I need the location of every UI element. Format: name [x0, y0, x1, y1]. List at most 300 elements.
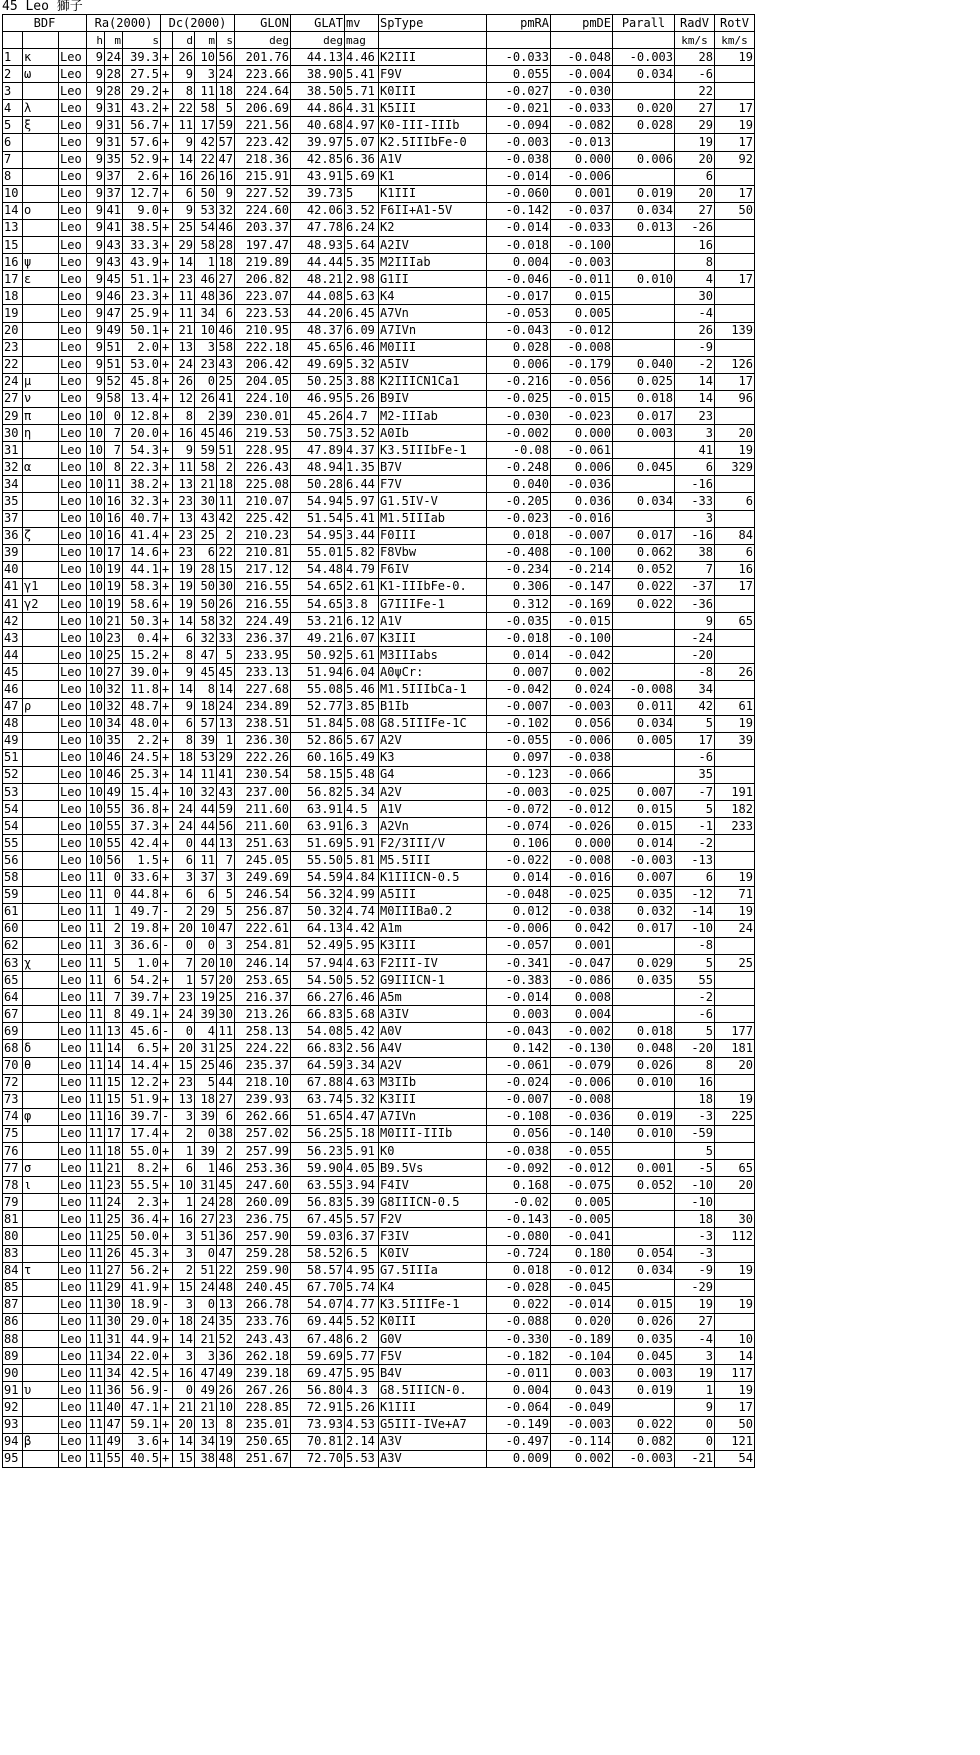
table-row: [3, 49, 755, 66]
cell-sptype: F2V: [379, 1211, 487, 1228]
cell-sptype: K1-IIIbFe-0.: [379, 578, 487, 595]
cell-rah: 10: [87, 527, 105, 544]
cell-parall: 0.018: [613, 390, 675, 407]
cell-ds: 27: [217, 271, 235, 288]
cell-glon: 197.47: [235, 237, 291, 254]
cell-bayer: α: [23, 459, 59, 476]
cell-ds: 9: [217, 185, 235, 202]
cell-ds: 26: [217, 1382, 235, 1399]
cell-dsign: +: [161, 852, 173, 869]
cell-con: Leo: [59, 561, 87, 578]
cell-ras: 36.6: [123, 937, 161, 954]
cell-pmde: -0.049: [551, 1399, 613, 1416]
table-row: [3, 1211, 755, 1228]
cell-rah: 10: [87, 407, 105, 424]
cell-dsign: +: [161, 134, 173, 151]
cell-mv: 4.7: [345, 407, 379, 424]
cell-con: Leo: [59, 66, 87, 83]
cell-pmde: -0.114: [551, 1433, 613, 1450]
cell-pmra: -0.007: [487, 698, 551, 715]
cell-bayer: [23, 185, 59, 202]
cell-dm: 44: [195, 835, 217, 852]
cell-ram: 0: [105, 407, 123, 424]
table-row: [3, 596, 755, 613]
cell-sptype: G0V: [379, 1331, 487, 1348]
cell-con: Leo: [59, 83, 87, 100]
cell-radv: -8: [675, 937, 715, 954]
cell-no: 27: [3, 390, 23, 407]
cell-mv: 5.97: [345, 493, 379, 510]
cell-dsign: +: [161, 1348, 173, 1365]
cell-dd: 3: [173, 1245, 195, 1262]
subheader-row: [3, 32, 755, 49]
cell-glon: 234.89: [235, 698, 291, 715]
cell-ras: 39.7: [123, 1108, 161, 1125]
cell-dm: 0: [195, 1245, 217, 1262]
cell-parall: [613, 1228, 675, 1245]
cell-con: Leo: [59, 1023, 87, 1040]
cell-glat: 56.23: [291, 1143, 345, 1160]
cell-rotv: 17: [715, 100, 755, 117]
cell-rah: 10: [87, 835, 105, 852]
cell-parall: 0.003: [613, 1365, 675, 1382]
cell-con: Leo: [59, 1382, 87, 1399]
cell-pmde: -0.169: [551, 596, 613, 613]
cell-radv: -8: [675, 664, 715, 681]
cell-dd: 9: [173, 66, 195, 83]
cell-radv: -14: [675, 903, 715, 920]
cell-rotv: 17: [715, 271, 755, 288]
cell-dd: 9: [173, 442, 195, 459]
cell-ras: 52.9: [123, 151, 161, 168]
cell-ds: 46: [217, 425, 235, 442]
cell-pmde: -0.016: [551, 869, 613, 886]
cell-glat: 54.95: [291, 527, 345, 544]
cell-bayer: θ: [23, 1057, 59, 1074]
cell-sptype: G8.5IIIFe-1C: [379, 715, 487, 732]
cell-ram: 28: [105, 83, 123, 100]
cell-glon: 219.89: [235, 254, 291, 271]
cell-ras: 48.7: [123, 698, 161, 715]
cell-rah: 11: [87, 1365, 105, 1382]
cell-radv: -29: [675, 1279, 715, 1296]
cell-con: Leo: [59, 1006, 87, 1023]
cell-pmde: -0.003: [551, 254, 613, 271]
cell-ras: 13.4: [123, 390, 161, 407]
cell-bayer: [23, 83, 59, 100]
cell-glat: 38.90: [291, 66, 345, 83]
cell-no: 3: [3, 83, 23, 100]
cell-no: 15: [3, 237, 23, 254]
cell-con: Leo: [59, 920, 87, 937]
cell-rah: 10: [87, 784, 105, 801]
cell-radv: 19: [675, 1365, 715, 1382]
cell-ds: 25: [217, 373, 235, 390]
cell-no: 59: [3, 886, 23, 903]
cell-dm: 2: [195, 407, 217, 424]
cell-mv: 6.5: [345, 1245, 379, 1262]
cell-bayer: ι: [23, 1177, 59, 1194]
cell-pmde: -0.079: [551, 1057, 613, 1074]
cell-parall: [613, 134, 675, 151]
cell-ds: 14: [217, 681, 235, 698]
table-row: [3, 681, 755, 698]
cell-ram: 49: [105, 322, 123, 339]
cell-parall: 0.017: [613, 527, 675, 544]
cell-parall: [613, 442, 675, 459]
cell-glon: 249.69: [235, 869, 291, 886]
cell-pmra: -0.088: [487, 1313, 551, 1330]
cell-dm: 39: [195, 1006, 217, 1023]
cell-sptype: K1III: [379, 185, 487, 202]
cell-rotv: 19: [715, 1296, 755, 1313]
cell-glat: 45.65: [291, 339, 345, 356]
cell-ram: 16: [105, 1108, 123, 1125]
cell-sptype: A2IV: [379, 237, 487, 254]
cell-ram: 51: [105, 339, 123, 356]
cell-radv: 5: [675, 715, 715, 732]
cell-mv: 2.61: [345, 578, 379, 595]
cell-ds: 2: [217, 459, 235, 476]
cell-dsign: +: [161, 732, 173, 749]
cell-no: 47: [3, 698, 23, 715]
cell-radv: -59: [675, 1125, 715, 1142]
cell-dm: 0: [195, 937, 217, 954]
cell-ram: 37: [105, 168, 123, 185]
cell-glat: 54.07: [291, 1296, 345, 1313]
cell-glat: 56.83: [291, 1194, 345, 1211]
table-row: [3, 117, 755, 134]
cell-rotv: [715, 1143, 755, 1160]
cell-glon: 227.52: [235, 185, 291, 202]
cell-dsign: -: [161, 1108, 173, 1125]
cell-mv: 2.14: [345, 1433, 379, 1450]
cell-ram: 16: [105, 527, 123, 544]
cell-no: 51: [3, 749, 23, 766]
table-row: [3, 613, 755, 630]
cell-dd: 16: [173, 425, 195, 442]
cell-parall: 0.015: [613, 818, 675, 835]
cell-rotv: [715, 288, 755, 305]
cell-dd: 2: [173, 1262, 195, 1279]
cell-glon: 224.64: [235, 83, 291, 100]
cell-sptype: K1III: [379, 1399, 487, 1416]
cell-pmra: -0.022: [487, 852, 551, 869]
cell-ras: 18.9: [123, 1296, 161, 1313]
cell-rah: 10: [87, 476, 105, 493]
cell-radv: 16: [675, 1074, 715, 1091]
cell-rah: 11: [87, 1348, 105, 1365]
cell-dm: 11: [195, 83, 217, 100]
cell-mv: 3.52: [345, 425, 379, 442]
cell-dm: 45: [195, 664, 217, 681]
cell-pmde: -0.006: [551, 1074, 613, 1091]
cell-dsign: +: [161, 185, 173, 202]
cell-glat: 42.85: [291, 151, 345, 168]
cell-radv: 19: [675, 134, 715, 151]
cell-parall: 0.014: [613, 835, 675, 852]
cell-bayer: ε: [23, 271, 59, 288]
cell-bayer: [23, 972, 59, 989]
cell-ras: 50.0: [123, 1228, 161, 1245]
cell-glat: 63.91: [291, 818, 345, 835]
cell-rah: 11: [87, 1108, 105, 1125]
cell-parall: 0.026: [613, 1313, 675, 1330]
table-row: [3, 185, 755, 202]
cell-parall: 0.025: [613, 373, 675, 390]
cell-ram: 14: [105, 1040, 123, 1057]
cell-dm: 37: [195, 869, 217, 886]
cell-dm: 11: [195, 766, 217, 783]
cell-con: Leo: [59, 664, 87, 681]
cell-ram: 7: [105, 425, 123, 442]
cell-ds: 30: [217, 578, 235, 595]
cell-glon: 262.66: [235, 1108, 291, 1125]
cell-bayer: [23, 1143, 59, 1160]
cell-sptype: A0Ib: [379, 425, 487, 442]
cell-bayer: [23, 442, 59, 459]
cell-radv: 3: [675, 510, 715, 527]
cell-rotv: 10: [715, 1331, 755, 1348]
cell-pmra: -0.216: [487, 373, 551, 390]
cell-mv: 5.81: [345, 852, 379, 869]
subheader-dm: m: [195, 32, 217, 49]
cell-dm: 32: [195, 630, 217, 647]
cell-pmra: -0.007: [487, 1091, 551, 1108]
cell-con: Leo: [59, 237, 87, 254]
cell-rotv: 24: [715, 920, 755, 937]
cell-con: Leo: [59, 407, 87, 424]
cell-dsign: -: [161, 1382, 173, 1399]
cell-radv: 35: [675, 766, 715, 783]
cell-glat: 51.65: [291, 1108, 345, 1125]
cell-dm: 34: [195, 1433, 217, 1450]
cell-sptype: A7IVn: [379, 1108, 487, 1125]
cell-con: Leo: [59, 134, 87, 151]
cell-dsign: +: [161, 339, 173, 356]
cell-dm: 34: [195, 305, 217, 322]
cell-dd: 13: [173, 339, 195, 356]
table-row: [3, 766, 755, 783]
table-row: [3, 1023, 755, 1040]
cell-dsign: +: [161, 1228, 173, 1245]
table-row: [3, 425, 755, 442]
cell-rah: 9: [87, 237, 105, 254]
cell-dsign: +: [161, 920, 173, 937]
cell-ram: 14: [105, 1057, 123, 1074]
cell-mv: 5.52: [345, 972, 379, 989]
cell-glat: 55.50: [291, 852, 345, 869]
cell-pmde: -0.104: [551, 1348, 613, 1365]
cell-glon: 223.07: [235, 288, 291, 305]
cell-glon: 206.69: [235, 100, 291, 117]
cell-radv: -7: [675, 784, 715, 801]
cell-rotv: 17: [715, 1399, 755, 1416]
cell-pmde: -0.100: [551, 544, 613, 561]
cell-dm: 45: [195, 425, 217, 442]
cell-pmde: 0.002: [551, 1450, 613, 1467]
cell-rah: 11: [87, 1194, 105, 1211]
cell-ram: 16: [105, 493, 123, 510]
cell-sptype: A5III: [379, 886, 487, 903]
cell-pmra: -0.497: [487, 1433, 551, 1450]
cell-glat: 66.83: [291, 1040, 345, 1057]
cell-bayer: [23, 1006, 59, 1023]
cell-no: 89: [3, 1348, 23, 1365]
cell-ds: 13: [217, 835, 235, 852]
cell-glat: 47.89: [291, 442, 345, 459]
cell-rotv: [715, 1194, 755, 1211]
cell-mv: 5.32: [345, 356, 379, 373]
cell-ras: 33.3: [123, 237, 161, 254]
cell-pmde: -0.012: [551, 801, 613, 818]
cell-sptype: A1V: [379, 151, 487, 168]
cell-bayer: [23, 852, 59, 869]
cell-ram: 55: [105, 835, 123, 852]
cell-rah: 9: [87, 322, 105, 339]
cell-dd: 15: [173, 1057, 195, 1074]
cell-ds: 13: [217, 1296, 235, 1313]
cell-sptype: K1IIICN-0.5: [379, 869, 487, 886]
cell-rah: 10: [87, 544, 105, 561]
table-row: [3, 356, 755, 373]
cell-ras: 0.4: [123, 630, 161, 647]
cell-bayer: μ: [23, 373, 59, 390]
cell-bayer: [23, 151, 59, 168]
table-row: [3, 801, 755, 818]
cell-no: 43: [3, 630, 23, 647]
cell-parall: 0.015: [613, 801, 675, 818]
cell-no: 86: [3, 1313, 23, 1330]
cell-no: 54: [3, 801, 23, 818]
cell-con: Leo: [59, 544, 87, 561]
cell-pmra: -0.033: [487, 49, 551, 66]
header-row: [3, 15, 755, 32]
cell-glat: 50.92: [291, 647, 345, 664]
cell-radv: 55: [675, 972, 715, 989]
cell-pmra: 0.014: [487, 869, 551, 886]
table-row: [3, 698, 755, 715]
cell-bayer: [23, 493, 59, 510]
cell-pmra: 0.097: [487, 749, 551, 766]
cell-pmra: -0.023: [487, 510, 551, 527]
cell-no: 73: [3, 1091, 23, 1108]
cell-bayer: [23, 1365, 59, 1382]
cell-glat: 56.82: [291, 784, 345, 801]
cell-mv: 4.97: [345, 117, 379, 134]
cell-ds: 48: [217, 1450, 235, 1467]
cell-dd: 9: [173, 202, 195, 219]
cell-parall: 0.032: [613, 903, 675, 920]
cell-sptype: G8.5IIICN-0.: [379, 1382, 487, 1399]
cell-sptype: K3.5IIIFe-1: [379, 1296, 487, 1313]
cell-ram: 34: [105, 1348, 123, 1365]
cell-con: Leo: [59, 578, 87, 595]
table-row: [3, 271, 755, 288]
subheader-ds: s: [217, 32, 235, 49]
cell-bayer: [23, 339, 59, 356]
cell-dd: 11: [173, 288, 195, 305]
cell-ras: 32.3: [123, 493, 161, 510]
cell-glon: 258.13: [235, 1023, 291, 1040]
cell-pmde: -0.013: [551, 134, 613, 151]
cell-ram: 45: [105, 271, 123, 288]
cell-no: 10: [3, 185, 23, 202]
cell-con: Leo: [59, 1057, 87, 1074]
cell-rah: 11: [87, 1296, 105, 1313]
cell-dm: 24: [195, 1279, 217, 1296]
cell-no: 46: [3, 681, 23, 698]
cell-ds: 59: [217, 117, 235, 134]
cell-glat: 69.44: [291, 1313, 345, 1330]
cell-dd: 3: [173, 1296, 195, 1313]
cell-no: 42: [3, 613, 23, 630]
cell-dm: 21: [195, 476, 217, 493]
cell-no: 23: [3, 339, 23, 356]
cell-parall: 0.005: [613, 732, 675, 749]
cell-dd: 29: [173, 237, 195, 254]
cell-mv: 6.46: [345, 339, 379, 356]
cell-bayer: [23, 1245, 59, 1262]
cell-bayer: [23, 322, 59, 339]
cell-pmde: -0.003: [551, 1416, 613, 1433]
cell-no: 85: [3, 1279, 23, 1296]
cell-no: 18: [3, 288, 23, 305]
cell-dd: 11: [173, 459, 195, 476]
cell-pmde: -0.016: [551, 510, 613, 527]
cell-ram: 19: [105, 596, 123, 613]
cell-con: Leo: [59, 493, 87, 510]
cell-con: Leo: [59, 1228, 87, 1245]
cell-ds: 10: [217, 1399, 235, 1416]
cell-sptype: K1: [379, 168, 487, 185]
cell-ds: 20: [217, 972, 235, 989]
cell-no: 31: [3, 442, 23, 459]
table-row: [3, 1006, 755, 1023]
cell-ras: 11.8: [123, 681, 161, 698]
cell-parall: 0.010: [613, 1074, 675, 1091]
cell-dd: 3: [173, 869, 195, 886]
cell-glon: 206.42: [235, 356, 291, 373]
cell-mv: 6.09: [345, 322, 379, 339]
cell-dm: 26: [195, 168, 217, 185]
cell-no: 20: [3, 322, 23, 339]
cell-rah: 10: [87, 681, 105, 698]
cell-dm: 29: [195, 903, 217, 920]
cell-ds: 5: [217, 100, 235, 117]
cell-bayer: [23, 749, 59, 766]
cell-rotv: [715, 1313, 755, 1330]
cell-con: Leo: [59, 613, 87, 630]
cell-con: Leo: [59, 1365, 87, 1382]
cell-glat: 42.06: [291, 202, 345, 219]
cell-no: 83: [3, 1245, 23, 1262]
cell-rotv: 191: [715, 784, 755, 801]
cell-rah: 11: [87, 1023, 105, 1040]
cell-glat: 55.01: [291, 544, 345, 561]
cell-no: 37: [3, 510, 23, 527]
cell-pmra: -0.205: [487, 493, 551, 510]
cell-parall: 0.034: [613, 493, 675, 510]
cell-no: 54: [3, 818, 23, 835]
cell-ds: 36: [217, 288, 235, 305]
cell-glon: 228.95: [235, 442, 291, 459]
cell-ds: 28: [217, 237, 235, 254]
cell-parall: 0.022: [613, 1416, 675, 1433]
cell-glon: 246.54: [235, 886, 291, 903]
cell-ram: 35: [105, 732, 123, 749]
cell-dsign: +: [161, 1313, 173, 1330]
